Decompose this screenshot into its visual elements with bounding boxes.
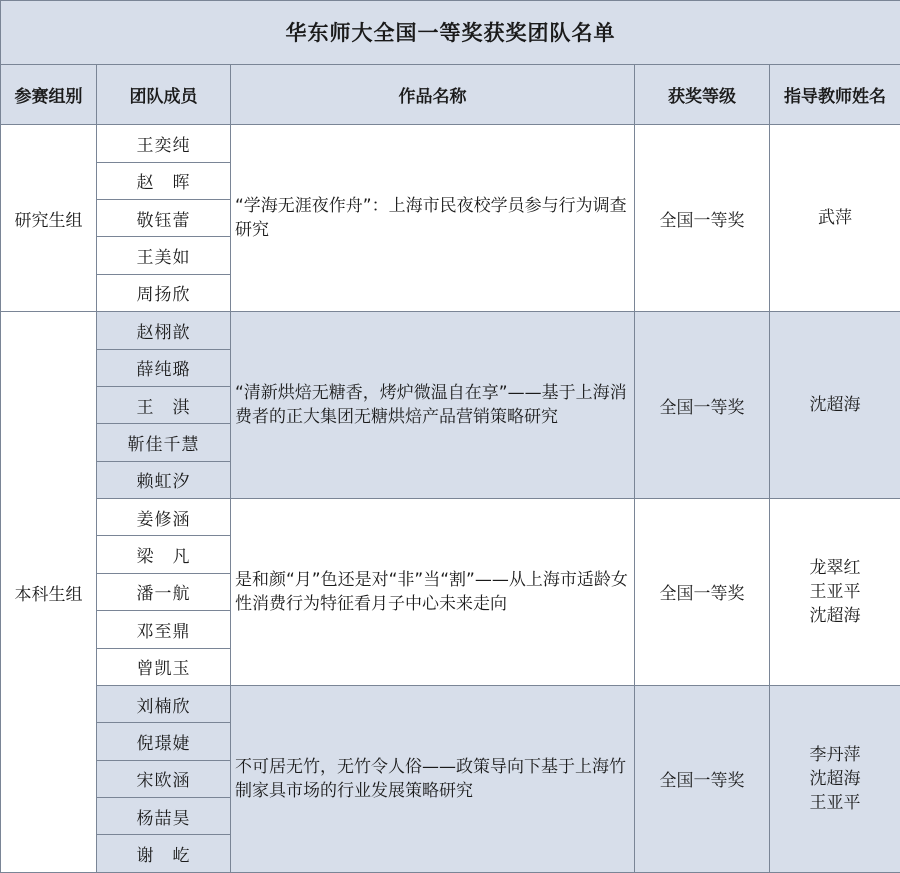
member-name: 王 淇 <box>97 386 231 423</box>
member-name: 邓至鼎 <box>97 611 231 648</box>
advisor-name: 龙翠红 <box>809 557 861 578</box>
work-title: 不可居无竹，无竹令人俗——政策导向下基于上海竹制家具市场的行业发展策略研究 <box>231 685 635 872</box>
group-cell-graduate: 研究生组 <box>1 125 97 312</box>
award-level: 全国一等奖 <box>635 499 770 686</box>
member-name: 周扬欣 <box>97 274 231 311</box>
member-name: 宋欧涵 <box>97 760 231 797</box>
member-name: 赖虹汐 <box>97 461 231 498</box>
advisor-names <box>770 499 900 686</box>
advisor-names <box>770 125 900 312</box>
header-group: 参赛组别 <box>1 64 97 125</box>
advisor-name: 李丹萍 <box>809 744 861 765</box>
award-level: 全国一等奖 <box>635 312 770 499</box>
member-name: 姜修涵 <box>97 499 231 536</box>
member-name: 赵栩歆 <box>97 312 231 349</box>
advisor-name: 沈超海 <box>809 768 861 789</box>
advisor-name: 武萍 <box>818 208 853 229</box>
table-row <box>1 499 900 536</box>
advisor-name: 王亚平 <box>809 581 861 602</box>
work-title: “学海无涯夜作舟”：上海市民夜校学员参与行为调查研究 <box>231 125 635 312</box>
member-name: 潘一航 <box>97 573 231 610</box>
member-name: 梁 凡 <box>97 536 231 573</box>
header-row <box>1 64 900 125</box>
award-level: 全国一等奖 <box>635 125 770 312</box>
member-name: 谢 屹 <box>97 835 231 873</box>
header-advisor: 指导教师姓名 <box>770 64 900 125</box>
member-name: 王奕纯 <box>97 125 231 162</box>
advisor-name: 沈超海 <box>809 605 861 626</box>
work-title: “清新烘焙无糖香，烤炉微温自在享”——基于上海消费者的正大集团无糖烘焙产品营销策略研究 <box>231 312 635 499</box>
table-row <box>1 312 900 349</box>
work-title: 是和颜“月”色还是对“非”当“割”——从上海市适龄女性消费行为特征看月子中心未来走向 <box>231 499 635 686</box>
member-name: 刘楠欣 <box>97 685 231 722</box>
title-row <box>1 1 900 65</box>
member-name: 薛纯璐 <box>97 349 231 386</box>
advisor-names <box>770 312 900 499</box>
table-title: 华东师大全国一等奖获奖团队名单 <box>1 1 900 65</box>
advisor-names <box>770 685 900 872</box>
header-members: 团队成员 <box>97 64 231 125</box>
header-work: 作品名称 <box>231 64 635 125</box>
member-name: 王美如 <box>97 237 231 274</box>
member-name: 倪璟婕 <box>97 723 231 760</box>
table-row <box>1 685 900 722</box>
advisor-name: 王亚平 <box>809 792 861 813</box>
member-name: 靳佳千慧 <box>97 424 231 461</box>
member-name: 赵 晖 <box>97 162 231 199</box>
group-cell-undergraduate: 本科生组 <box>1 312 97 873</box>
member-name: 敬钰蕾 <box>97 200 231 237</box>
member-name: 曾凯玉 <box>97 648 231 685</box>
table-row <box>1 125 900 162</box>
award-level: 全国一等奖 <box>635 685 770 872</box>
member-name: 杨喆昊 <box>97 798 231 835</box>
advisor-name: 沈超海 <box>809 395 861 416</box>
header-award: 获奖等级 <box>635 64 770 125</box>
